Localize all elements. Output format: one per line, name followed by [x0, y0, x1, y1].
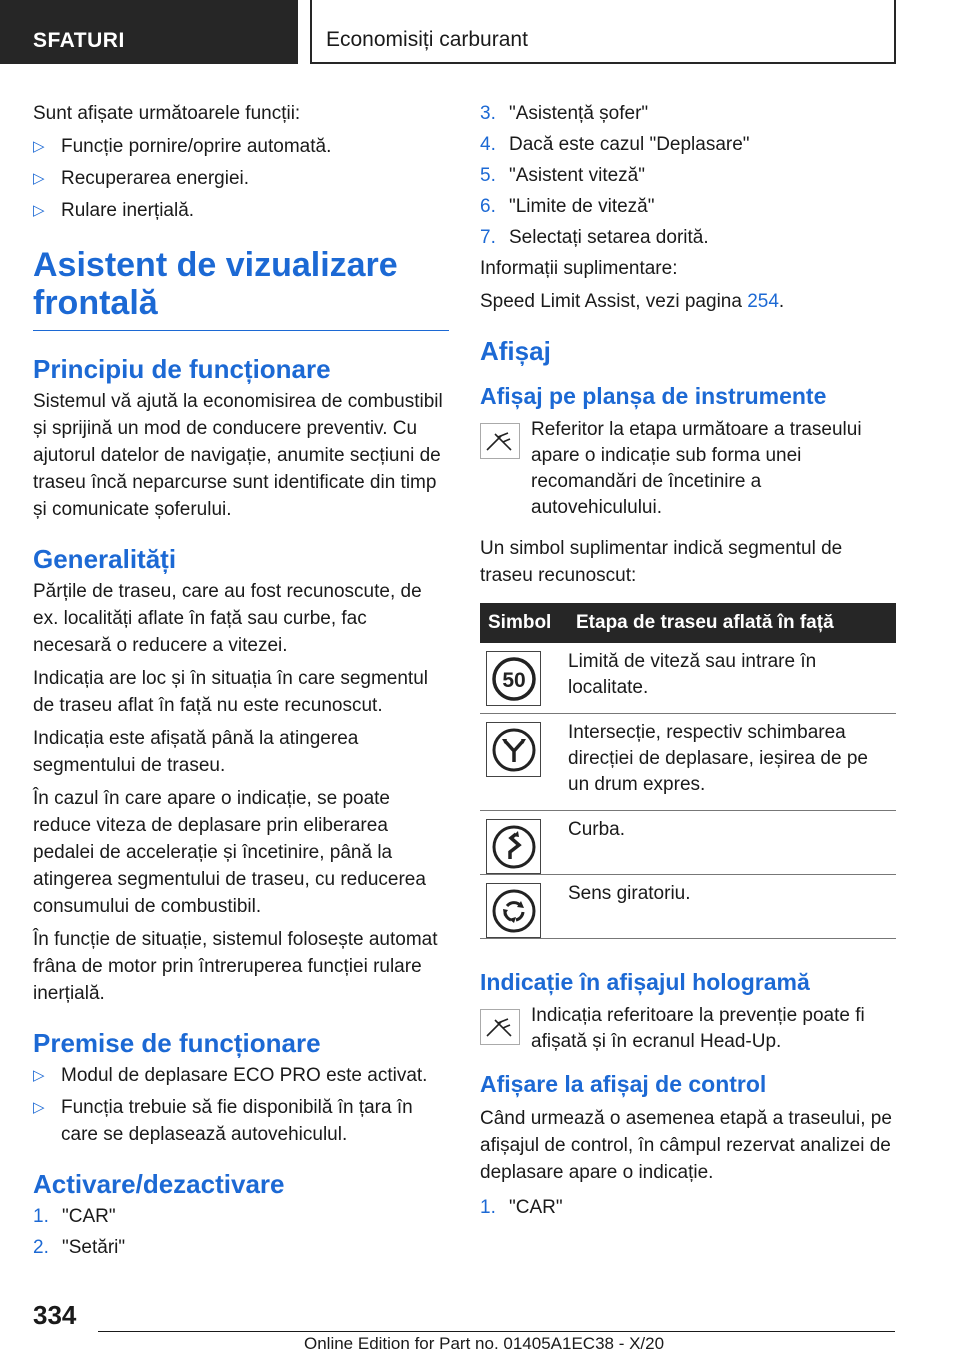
- info-label: Informații suplimentare:: [480, 258, 678, 279]
- header-section-label: SFATURI: [33, 29, 125, 52]
- step-item: 6. "Limite de viteză": [480, 196, 655, 217]
- hud-heading: Indicație în afișajul hologramă: [480, 969, 810, 995]
- table-header-row: [480, 603, 896, 643]
- general-paragraph: Părțile de traseu, care au fost recunoscute, de ex. localități aflate în față sau curbe, fac necesară o reducere a vitezei.: [33, 581, 422, 656]
- table-row: [480, 811, 896, 875]
- cluster-heading: Afișaj pe planșa de instrumente: [480, 383, 827, 409]
- footer-divider: [98, 1331, 895, 1332]
- info-text: Speed Limit Assist, vezi pagina 254.: [480, 291, 785, 312]
- header-title-box: [310, 0, 896, 64]
- general-paragraph: Indicația este afișată până la atingerea segmentului de traseu.: [33, 728, 359, 776]
- note-icon: [480, 423, 520, 459]
- svg-text:50: 50: [501, 668, 526, 692]
- roundabout-icon: [486, 883, 541, 938]
- table-cell-text: Limită de viteză sau intrare în localitate.: [568, 643, 896, 714]
- table-header-stage: Etapa de traseu aflată în față: [568, 603, 896, 643]
- table-row: [480, 875, 896, 939]
- bullet-triangle-icon: ▷: [33, 170, 45, 187]
- table-cell-text: Intersecție, respectiv schimbarea direcției de deplasare, ieșirea de pe un drum expres.: [568, 714, 896, 811]
- control-heading: Afișare la afișaj de control: [480, 1071, 767, 1097]
- display-heading: Afișaj: [480, 336, 551, 366]
- table-header-symbol: Simbol: [480, 603, 568, 643]
- left-column: [33, 100, 449, 1265]
- premise-item: ▷ Modul de deplasare ECO PRO este activat.: [33, 1062, 449, 1089]
- function-item: ▷ Recuperarea energiei.: [33, 165, 449, 192]
- hud-note: Indicația referitoare la prevenție poate fi afișată și în ecranul Head-Up.: [480, 1003, 896, 1055]
- header-title: Economisiți carburant: [326, 28, 528, 51]
- step-item: 3. "Asistență șofer": [480, 103, 649, 124]
- step-item: 2. "Setări": [33, 1237, 126, 1258]
- step-item: 1. "CAR": [480, 1197, 563, 1218]
- symbol-intro: Un simbol suplimentar indică segmentul de traseu recunoscut:: [480, 538, 843, 586]
- bullet-triangle-icon: ▷: [33, 1099, 45, 1116]
- note-icon: [480, 1009, 520, 1045]
- general-paragraph: Indicația are loc și în situația în care segmentul de traseu aflat în față nu este recunoscut.: [33, 668, 428, 716]
- general-paragraph: În cazul în care apare o indicație, se poate reduce viteza de deplasare prin eliberarea pedalei de accelerație și încetinire, până la atingerea segmentului de traseu, cu reducerea consumului de combustibil.: [33, 788, 426, 917]
- footer-edition: Online Edition for Part no. 01405A1EC38 - X/20: [304, 1334, 665, 1353]
- table-cell-text: Curba.: [568, 811, 896, 875]
- principle-heading: Principiu de funcționare: [33, 354, 331, 384]
- intro-text: Sunt afișate următoarele funcții:: [33, 103, 301, 124]
- principle-text: Sistemul vă ajută la economisirea de combustibil și sprijină un mod de conducere preventiv. Cu ajutorul datelor de navigație, anumite secțiuni de traseu încă neparcurse sunt identificate din timp și comunicate șoferului.: [33, 391, 443, 520]
- bullet-triangle-icon: ▷: [33, 202, 45, 219]
- bullet-triangle-icon: ▷: [33, 1067, 45, 1084]
- table-row: [480, 714, 896, 811]
- table-cell-text: Sens giratoriu.: [568, 875, 896, 939]
- page-number: 334: [33, 1300, 77, 1330]
- junction-icon: [486, 722, 541, 777]
- control-text: Când urmează o asemenea etapă a traseului, pe afișajul de control, în câmpul rezervat analizei de deplasare apare o indicație.: [480, 1108, 892, 1183]
- step-item: 7. Selectați setarea dorită.: [480, 227, 709, 248]
- header-section: [0, 0, 298, 64]
- general-paragraph: În funcție de situație, sistemul folosește automat frâna de motor prin întreruperea funcției rulare inerțială.: [33, 929, 438, 1004]
- function-item: ▷ Funcție pornire/oprire automată.: [33, 133, 449, 160]
- page-link[interactable]: 254: [747, 291, 779, 312]
- right-column: [480, 100, 896, 1225]
- step-item: 5. "Asistent viteză": [480, 165, 645, 186]
- premise-heading: Premise de funcționare: [33, 1028, 321, 1058]
- table-row: [480, 643, 896, 714]
- curve-icon: [486, 819, 541, 874]
- premise-item: ▷ Funcția trebuie să fie disponibilă în țara în care se deplasează autovehiculul.: [33, 1094, 449, 1148]
- general-heading: Generalități: [33, 544, 177, 574]
- step-item: 4. Dacă este cazul "Deplasare": [480, 134, 750, 155]
- main-title: Asistent de vizualizare frontală: [33, 246, 449, 331]
- activation-heading: Activare/dezactivare: [33, 1169, 285, 1199]
- function-item: ▷ Rulare inerțială.: [33, 197, 449, 224]
- bullet-triangle-icon: ▷: [33, 138, 45, 155]
- step-item: 1. "CAR": [33, 1206, 116, 1227]
- symbol-table: [480, 603, 896, 939]
- speed-limit-icon: [486, 651, 541, 706]
- cluster-note: Referitor la etapa următoare a traseului apare o indicație sub forma unei recomandări de încetinire a autovehiculului.: [480, 417, 896, 521]
